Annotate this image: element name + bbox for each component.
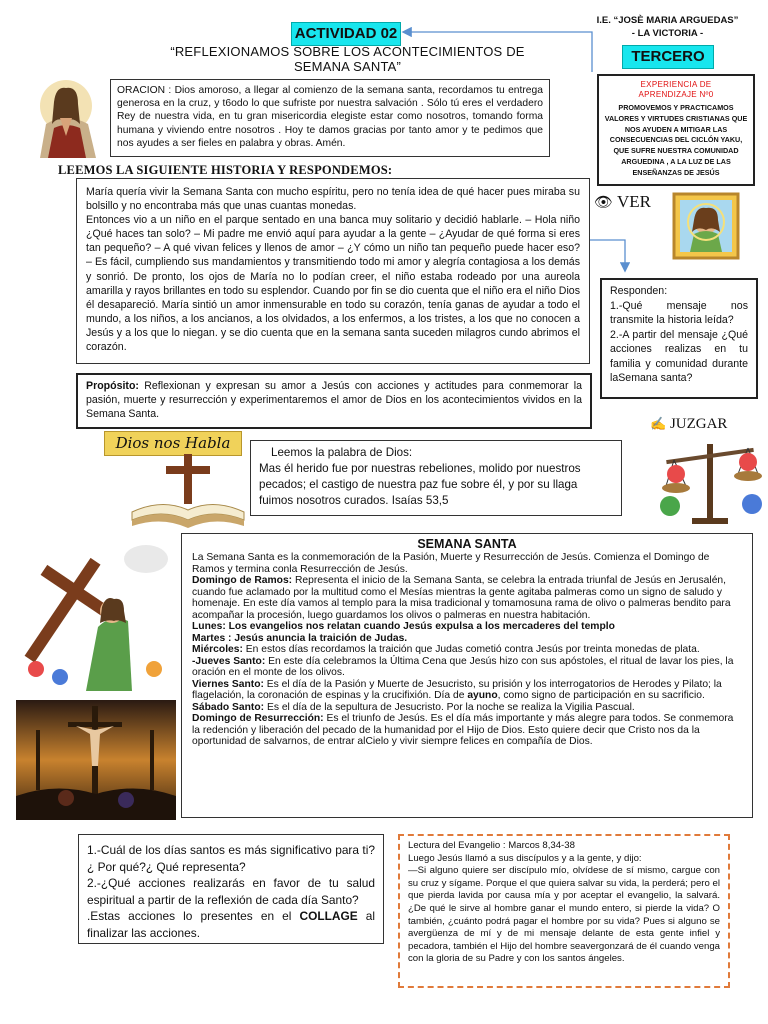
experience-title-line-2: APRENDIZAJE Nº0 bbox=[638, 90, 714, 99]
ramos-label: Domingo de Ramos: bbox=[192, 575, 293, 586]
question-3 bbox=[87, 908, 375, 941]
respond-question-1: 1.-Qué mensaje nos transmite la historia leída? bbox=[610, 299, 748, 326]
grade-label: TERCERO bbox=[622, 45, 714, 69]
resurreccion-text: Es el triunfo de Jesús. Es el día más importante y más alegre para todos. Se conmemora la redención y liberación del pecado de la humanidad por el Hijo de Dios. Esto quiere decir que Cristo nos da la oportunidad de salvarnos, de entrar alCielo y vivir siempre felices en compañía de Dios. bbox=[192, 713, 734, 747]
school-line-2: - LA VICTORIA - bbox=[631, 28, 704, 39]
purpose-box bbox=[76, 373, 592, 429]
question-1: 1.-Cuál de los días santos es más significativo para ti?¿ Por qué?¿ Qué representa? bbox=[87, 843, 375, 874]
hand-icon: ✍ bbox=[650, 416, 667, 431]
sabado-entry bbox=[192, 702, 742, 714]
ver-text: VER bbox=[617, 192, 651, 211]
child-jesus-frame-image bbox=[668, 188, 746, 266]
respond-title: Responden: bbox=[610, 285, 668, 297]
question-2: 2.-¿Qué acciones realizarás en favor de tu salud espiritual a partir de la reflexión de cada día Santo? bbox=[87, 876, 375, 907]
semana-santa-box bbox=[181, 533, 753, 818]
gospel-body: —Si alguno quiere ser discípulo mío, olvídese de sí mismo, cargue con su cruz y sígame. Porque el que quiera salvar su vida, la perderá; pero el que pierda lavida por causa mía y por aceptar el evangelio, la salvará. ¿De qué le sirve al hombre ganar el mundo entero, si pierde la vida? O también, ¿cuánto podrá pagar el hombre por su vida? Pues si alguno se avergüenza de mí y de mi mensaje delante de esta gente infiel y pecadora, también el Hijo del hombre seavergonzará de él cuando venga con la gloria de su Padre y con los santos ángeles. bbox=[408, 865, 720, 965]
experience-title bbox=[604, 80, 748, 100]
viernes-text: Es el día de la Pasión y Muerte de Jesucristo, su prisión y los interrogatorios de Herodes y Pilato; la flagelación, la coronación de espinas y la crucifixión. Día de bbox=[192, 678, 722, 701]
juzgar-label bbox=[650, 416, 727, 433]
word-heading: Leemos la palabra de Dios: bbox=[271, 446, 413, 459]
eye-icon: 👁 bbox=[594, 195, 614, 211]
subtitle-line-2: SEMANA SANTA” bbox=[293, 59, 402, 74]
school-line-1: I.E. “JOSÈ MARIA ARGUEDAS” bbox=[596, 15, 739, 26]
story-paragraph-1: María quería vivir la Semana Santa con mucho espíritu, pero no tenía idea de qué hacer pues miraba su bolsillo y no encontraba más que unas cuantas monedas. bbox=[86, 186, 580, 213]
word-of-god-box bbox=[250, 440, 622, 516]
sabado-label: Sábado Santo: bbox=[192, 701, 265, 713]
story-box bbox=[76, 178, 590, 364]
gospel-box bbox=[398, 834, 730, 988]
gospel-title: Lectura del Evangelio : Marcos 8,34-38 bbox=[408, 840, 575, 851]
jesus-carrying-cross-image bbox=[16, 541, 176, 693]
experience-title-line-1: EXPERIENCIA DE bbox=[640, 80, 712, 89]
respond-question-2: 2.-A partir del mensaje ¿Qué acciones realizas en tu familia y comunidad durante laSemana santa? bbox=[610, 328, 748, 384]
page-subtitle bbox=[170, 44, 525, 74]
resurreccion-entry bbox=[192, 713, 742, 748]
martes-text: Martes : Jesús anuncia la traición de Judas. bbox=[192, 632, 408, 644]
miercoles-label: Miércoles: bbox=[192, 644, 243, 655]
jueves-entry bbox=[192, 656, 742, 679]
ramos-entry bbox=[192, 575, 742, 621]
purpose-label: Propósito: bbox=[86, 380, 139, 392]
bible-cross-image bbox=[122, 454, 252, 534]
purpose-text: Reflexionan y expresan su amor a Jesús con acciones y actitudes para conmemorar la pasión, muerte y resurrección y experimentaremos el amor de Dios en los acontecimientos vividos en la Semana Santa. bbox=[86, 380, 582, 421]
prayer-box: ORACION : Dios amoroso, a llegar al comienzo de la semana santa, recordamos tu entrega generosa en la cruz, y t6odo lo que sufriste por nuestra salvación . Sólo tú eres el verdadero Rey de nuestra vida, en tu gran misericordia elegiste estar como nosotros, tomando forma humana y viviendo entre nosotros . Hoy te damos gracias por tanto amor y te pedimos que nos ayudes a ser fieles en palabra y obras. Amén. bbox=[110, 79, 550, 157]
ramos-text: Representa el inicio de la Semana Santa, se celebra la entrada triunfal de Jesús en Jerusalén, cuando fue aclamado por la multitud como el Mesías mientras la gente agitaba palmeras como un signo de saludo y homenaje. En este día vamos al templo para la misa tradicional y tomamosuna rama de olivo o palmeras bendito para acompañar la procesión, luego guardamos los olivos o palmeras en nuestra habitación. bbox=[192, 575, 731, 621]
arrow-to-respond bbox=[590, 240, 625, 270]
miercoles-entry bbox=[192, 644, 742, 656]
juzgar-text: JUZGAR bbox=[669, 416, 728, 432]
viernes-end: , como signo de participación en su sacrificio. bbox=[497, 690, 705, 701]
lunes-entry bbox=[192, 621, 742, 633]
read-heading: LEEMOS LA SIGUIENTE HISTORIA Y RESPONDEMOS: bbox=[58, 163, 393, 177]
activity-title: ACTIVIDAD 02 bbox=[291, 22, 401, 46]
viernes-entry bbox=[192, 679, 742, 702]
school-name bbox=[580, 14, 755, 40]
jueves-label: -Jueves Santo: bbox=[192, 655, 266, 667]
scales-image bbox=[656, 434, 764, 526]
viernes-label: Viernes Santo: bbox=[192, 678, 264, 690]
question-3-end: al finalizar las acciones. bbox=[87, 909, 376, 940]
semana-santa-title: SEMANA SANTA bbox=[417, 537, 517, 551]
lunes-text: Lunes: Los evangelios nos relatan cuando Jesús expulsa a los mercaderes del templo bbox=[192, 621, 615, 632]
respond-box bbox=[600, 278, 758, 399]
subtitle-line-1: “REFLEXIONAMOS SOBRE LOS ACONTECIMIENTOS DE bbox=[170, 44, 525, 59]
experience-box bbox=[597, 74, 755, 186]
dios-nos-habla-label: Dios nos Habla bbox=[104, 431, 242, 456]
experience-body: PROMOVEMOS Y PRACTICAMOS VALORES Y VIRTUDES CRISTIANAS QUE NOS AYUDEN A MITIGAR LAS CONSECUENCIAS DEL CICLÓN YAKU, QUE SUFRE NUESTRA COMUNIDAD ARGUEDINA , A LA LUZ DE LAS ENSEÑANZAS DE JESÚS bbox=[604, 103, 748, 177]
gospel-intro: Luego Jesús llamó a sus discípulos y a la gente, y dijo: bbox=[408, 852, 642, 864]
miercoles-text: En estos días recordamos la traición que Judas cometió contra Jesús por treinta monedas de plata. bbox=[242, 644, 700, 655]
praying-jesus-image bbox=[26, 76, 112, 158]
semana-santa-intro: La Semana Santa es la conmemoración de la Pasión, Muerte y Resurrección de Jesús. Comienza el Domingo de Ramos y termina conla Resurrección de Jesús. bbox=[192, 552, 710, 575]
crucifixion-painting-image bbox=[16, 700, 176, 820]
question-3-start: .Estas acciones lo presentes en el bbox=[87, 909, 300, 924]
jueves-text: En este día celebramos la Última Cena que Jesús hizo con sus apóstoles, el ritual de lavar los pies, la oración en el monte de los olivos. bbox=[192, 655, 734, 678]
viernes-ayuno: ayuno bbox=[467, 690, 498, 701]
ver-label bbox=[594, 192, 651, 212]
collage-word: COLLAGE bbox=[299, 909, 358, 924]
martes-entry bbox=[192, 633, 742, 645]
questions-box bbox=[78, 834, 384, 944]
resurreccion-label: Domingo de Resurrección: bbox=[192, 713, 324, 724]
sabado-text: Es el día de la sepultura de Jesucristo. Por la noche se realiza la Vigilia Pascual. bbox=[264, 701, 635, 713]
word-verse: Mas él herido fue por nuestras rebeliones, molido por nuestros pecados; el castigo de nuestra paz fue sobre él, y por su llaga fuimos nosotros curados. Isaías 53,5 bbox=[259, 462, 581, 507]
story-paragraph-2: Entonces vio a un niño en el parque sentado en una banca muy solitario y decidió hablarle. – Hola niño ¿Qué haces tan solo? – Mi padre me envió aquí para ayudar a la gente – ¿Ayudar de qué forma si eres tan pequeño? – A qué vivan felices y llenos de amor – ¿Y cómo un niño tan pequeño puede hacer eso? – Es fácil, cumpliendo sus mandamientos y transmitiendo todo mi amor y alegría contagiosa a los demás y sonrió. De pronto, los ojos de María no lo podían creer, el niño estaba rodeado por una aureola amarilla y rayos brillantes en todo su esplendor. Cuando por fin se dio cuenta que el niño era el niño Dios él desapareció. María sintió un amor inmensurable en todo su corazón, tenía ganas de ayudar a todo el mundo, a los niños, a los ancianos, a los olvidados, a los enfermos, a los tristes, a los que no conocen a Jesús y a los que lo niegan. y se dio cuenta que en la semana santa suceden milagros cundo abrimos el corazón. bbox=[86, 214, 580, 354]
